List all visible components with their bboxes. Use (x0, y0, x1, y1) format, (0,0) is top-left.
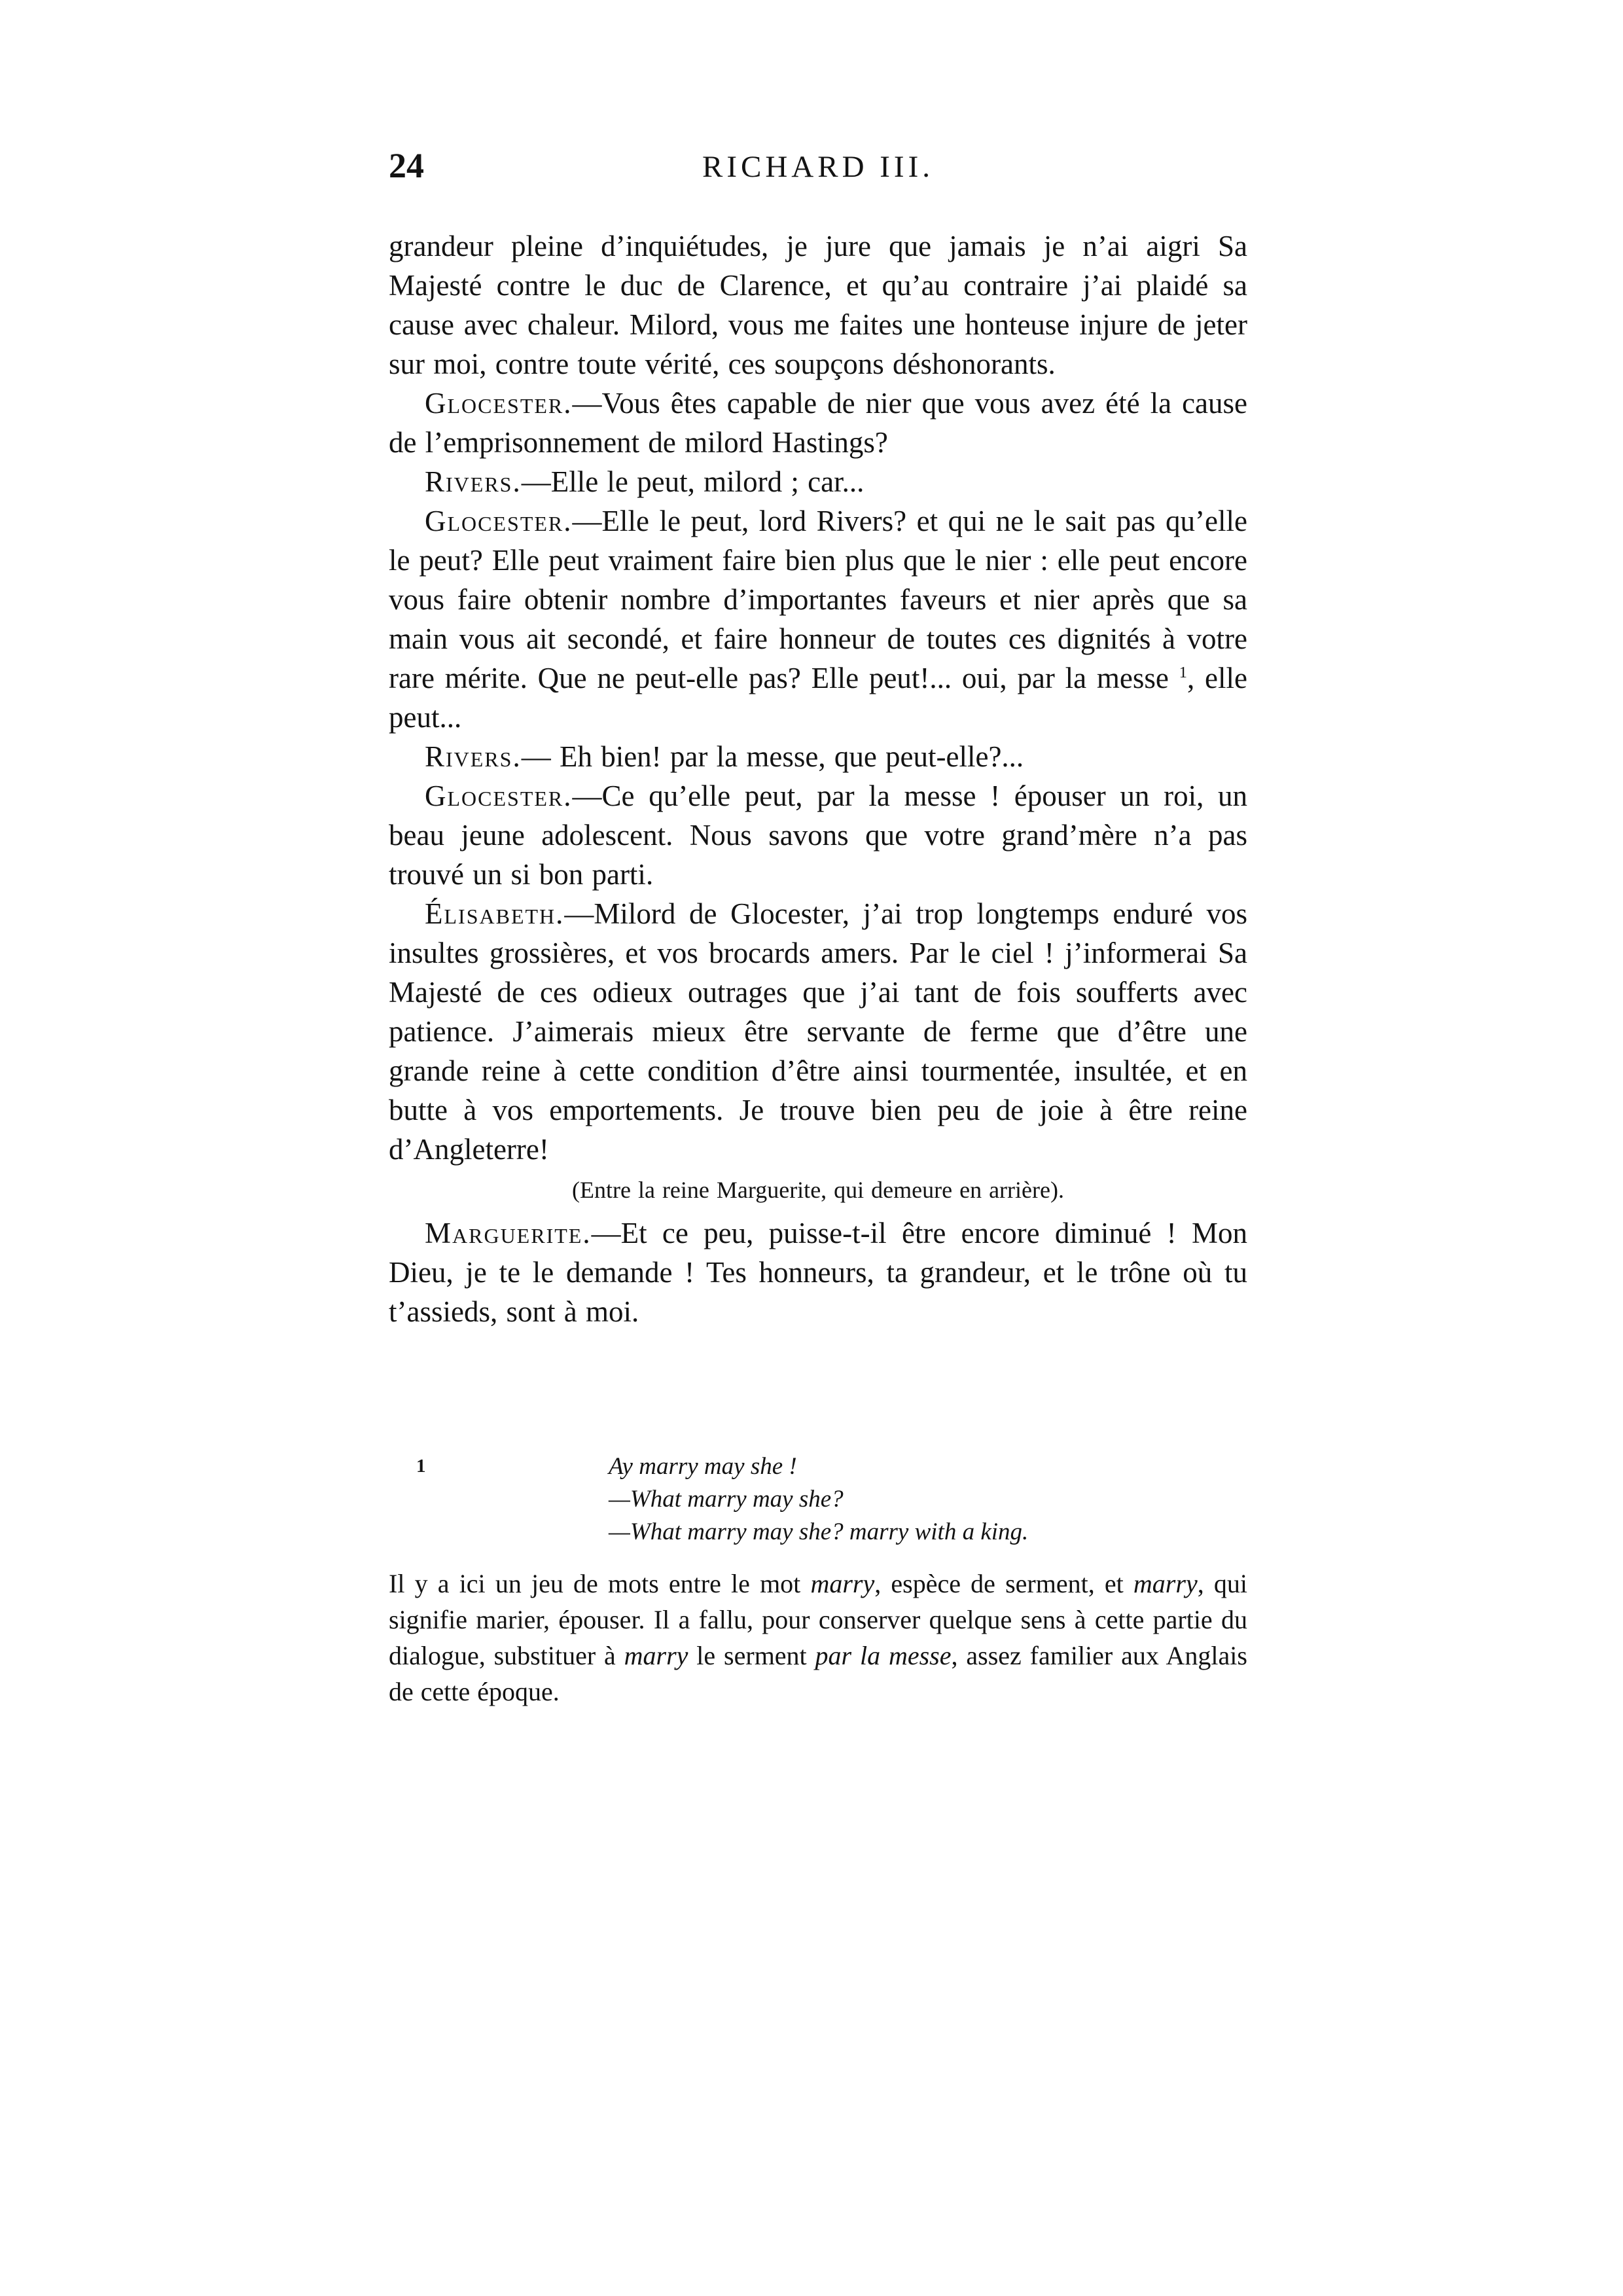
dialogue-paragraph-marguerite (389, 1213, 1247, 1331)
paragraph-text: —Vous êtes capable de nier que vous avez été la cause de l’emprisonnement de milord Hastings? (389, 387, 1247, 459)
dialogue-paragraph-rivers-1 (389, 462, 1247, 501)
speaker-label: Élisabeth. (425, 897, 565, 930)
speaker-label: Glocester. (425, 780, 573, 812)
paragraph-text: , elle peut... (389, 662, 1247, 734)
paragraph-text: —Elle le peut, milord ; car... (521, 465, 865, 498)
paragraph-text: —Ce qu’elle peut, par la messe ! épouser un roi, un beau jeune adolescent. Nous savons que votre grand’mère n’a pas trouvé un si bon parti. (389, 780, 1247, 891)
speaker-label: Rivers. (425, 465, 522, 498)
speaker-label: Rivers. (425, 740, 522, 773)
dialogue-body (389, 226, 1247, 1331)
speaker-label: Glocester. (425, 387, 573, 420)
text-column (389, 146, 1247, 1331)
verse-line: Ay marry may she ! (609, 1453, 797, 1480)
dialogue-paragraph-glocester-2 (389, 501, 1247, 737)
paragraph-text: grandeur pleine d’inquiétudes, je jure que jamais je n’ai aigri Sa Majesté contre le duc de Clarence, et qu’au contraire j’ai plaidé sa cause avec chaleur. Milord, vous me faites une honteuse injure de jeter sur moi, contre toute vérité, ces soupçons déshonorants. (389, 230, 1247, 380)
footnote-ref: 1 (1179, 664, 1188, 681)
footnote-marker: 1 (416, 1456, 426, 1477)
footnote-note: Il y a ici un jeu de mots entre le mot marry, espèce de serment, et marry, qui signifie marier, épouser. Il a fallu, pour conserver quelque sens à cette partie du dialogue, substituer à marry le serment par la messe, assez familier aux Anglais de cette époque. (389, 1569, 1247, 1706)
page-title: RICHARD III. (702, 150, 934, 184)
page-number: 24 (389, 146, 424, 185)
dialogue-paragraph-glocester-3 (389, 776, 1247, 894)
page-header (389, 146, 1247, 192)
paragraph-text: —Milord de Glocester, j’ai trop longtemps enduré vos insultes grossières, et vos brocards amers. Par le ciel ! j’informerai Sa Majesté de ces odieux outrages que j’ai tant de fois soufferts avec patience. J’aimerais mieux être servante de ferme que d’être une grande reine à cette condition d’être ainsi tourmentée, insultée, et en butte à vos emportements. Je trouve bien peu de joie à être reine d’Angleterre! (389, 897, 1247, 1166)
paragraph-text: —Elle le peut, lord Rivers? et qui ne le sait pas qu’elle le peut? Elle peut vraiment faire bien plus que le nier : elle peut encore vous faire obtenir nombre d’importantes faveurs et nier après que sa main vous ait secondé, et faire honneur de toutes ces dignités à votre rare mérite. Que ne peut-elle pas? Elle peut!... oui, par la messe (389, 505, 1247, 694)
paragraph-continuation (389, 226, 1247, 384)
paragraph-text: —Et ce peu, puisse-t-il être encore diminué ! Mon Dieu, je te le demande ! Tes honneurs, ta grandeur, et le trône où tu t’assieds, sont à moi. (389, 1217, 1247, 1328)
speaker-label: Marguerite. (425, 1217, 592, 1249)
footnote-verse (609, 1450, 1247, 1549)
footnote (389, 1450, 1247, 1710)
paragraph-text: — Eh bien! par la messe, que peut-elle?... (521, 740, 1024, 773)
dialogue-paragraph-rivers-2 (389, 737, 1247, 776)
speaker-label: Glocester. (425, 505, 573, 537)
stage-direction: (Entre la reine Marguerite, qui demeure en arrière). (572, 1177, 1064, 1203)
verse-line: —What marry may she? marry with a king. (609, 1518, 1029, 1545)
dialogue-paragraph-elisabeth (389, 894, 1247, 1169)
verse-line: —What marry may she? (609, 1486, 844, 1513)
dialogue-paragraph-glocester-1 (389, 384, 1247, 462)
